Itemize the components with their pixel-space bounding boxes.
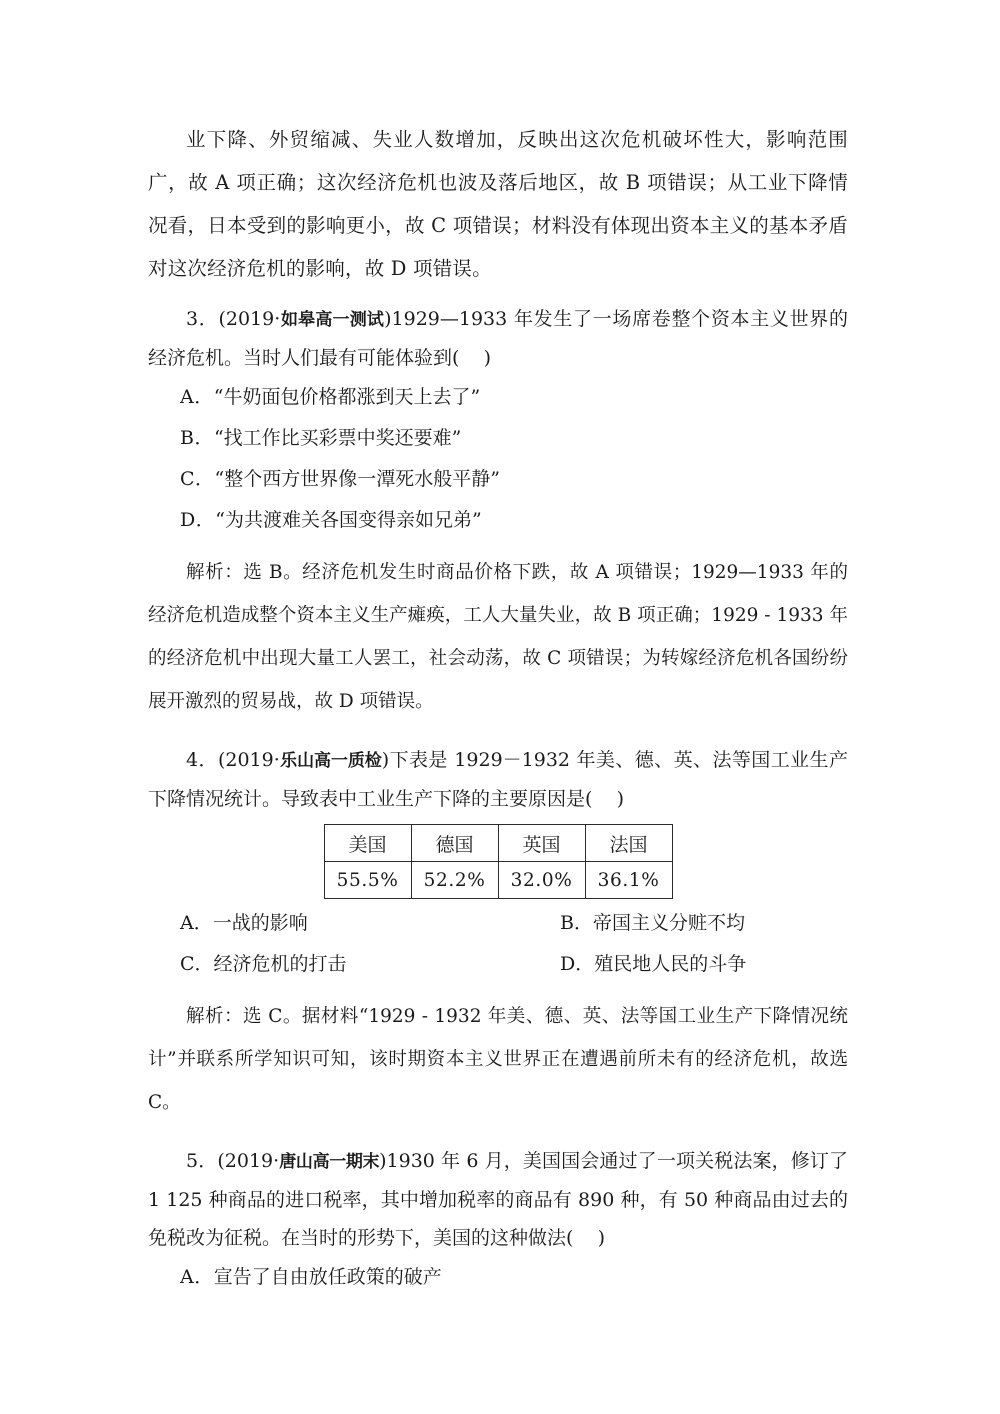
table-value-cell: 52.2%	[411, 862, 498, 899]
option-b-text: 帝国主义分赃不均	[592, 912, 745, 934]
question-4-options-row-1	[180, 903, 848, 944]
analysis-answer: 选 C。	[242, 1006, 302, 1027]
option-c-text: “整个西方世界像一潭死水般平静”	[214, 468, 500, 490]
option-a-label: A．	[180, 1266, 214, 1288]
option-d[interactable]	[560, 944, 848, 985]
analysis-text: 经济危机发生时商品价格下跌，故 A 项错误；1929—1933 年的经济危机造成整个资本主义生产瘫痪，工人大量失业，故 B 项正确；1929 - 1933 年的经济危机中出现大量工人罢工，社会动荡，故 C 项错误；为转嫁经济危机各国纷纷展开激烈的贸易战，故 D 项错误。	[148, 562, 848, 712]
table-row-values	[324, 862, 672, 899]
question-3-source-close: )	[384, 308, 392, 330]
question-5-options	[148, 1257, 848, 1298]
analysis-text: 据材料“1929 - 1932 年美、德、英、法等国工业生产下降情况统计”并联系所学知识可知，该时期资本主义世界正在遭遇前所未有的经济危机，故选 C。	[148, 1006, 848, 1113]
question-4-stem-text: 下表是 1929－1932 年美、德、英、法等国工业生产下降情况统计。导致表中工业生产下降的主要原因是(	[148, 749, 848, 810]
option-d-text: “为共渡难关各国变得亲如兄弟”	[215, 509, 482, 531]
analysis-label: 解析：	[186, 562, 244, 583]
option-c[interactable]	[180, 944, 560, 985]
option-d-label: D．	[180, 509, 216, 531]
option-a-label: A．	[180, 386, 214, 408]
question-4-stem-close: )	[616, 788, 625, 810]
question-3-stem	[148, 300, 848, 377]
option-b[interactable]	[148, 418, 848, 459]
question-4-stem	[148, 741, 848, 818]
question-4-analysis	[148, 995, 848, 1124]
question-4-options-row-2	[180, 944, 848, 985]
option-a-text: 一战的影响	[212, 912, 308, 934]
spacer	[148, 1124, 848, 1142]
question-5-stem-close: )	[597, 1227, 606, 1249]
table-value-cell: 36.1%	[585, 862, 672, 899]
question-3-stem-close: )	[483, 347, 492, 369]
question-5-number: 5．	[186, 1150, 218, 1172]
option-b-text: “找工作比买彩票中奖还要难”	[213, 427, 462, 449]
spacer	[148, 723, 848, 741]
analysis-label: 解析：	[186, 1006, 243, 1027]
option-d[interactable]	[148, 500, 848, 541]
option-a-label: A．	[180, 912, 213, 934]
explanation-continuation-paragraph: 业下降、外贸缩减、失业人数增加，反映出这次危机破坏性大，影响范围广，故 A 项正确；这次经济危机也波及落后地区，故 B 项错误；从工业下降情况看，日本受到的影响更小，故 C 项错误；材料没有体现出资本主义的基本矛盾对这次经济危机的影响，故 D 项错误。	[148, 128, 848, 280]
question-3-options	[148, 377, 848, 541]
question-4-source: 乐山高一质检	[279, 751, 382, 771]
statistics-table-wrapper	[148, 824, 848, 899]
spacer	[148, 290, 848, 300]
industrial-decline-table	[324, 824, 673, 899]
table-row-headers	[324, 825, 672, 862]
table-value-cell: 55.5%	[324, 862, 411, 899]
option-b-label: B．	[180, 427, 214, 449]
option-b-label: B．	[560, 912, 593, 934]
page-content	[148, 118, 848, 1298]
table-header-cell: 英国	[498, 825, 585, 862]
question-5-source-close: )	[379, 1150, 387, 1172]
option-a-text: “牛奶面包价格都涨到天上去了”	[213, 386, 481, 408]
question-3-source-open: (2019·	[218, 308, 281, 330]
question-5-source: 唐山高一期末	[279, 1152, 380, 1172]
table-header-cell: 法国	[585, 825, 672, 862]
question-3-source: 如皋高一测试	[280, 310, 385, 330]
question-3-number: 3．	[186, 308, 219, 330]
table-header-cell: 德国	[411, 825, 498, 862]
option-c-label: C．	[180, 953, 214, 975]
option-a[interactable]	[180, 903, 560, 944]
option-a-text: 宣告了自由放任政策的破产	[213, 1266, 442, 1288]
question-3-analysis	[148, 551, 848, 723]
question-5-source-open: (2019·	[217, 1150, 280, 1172]
option-c-text: 经济危机的打击	[213, 953, 347, 975]
option-c[interactable]	[148, 459, 848, 500]
option-d-text: 殖民地人民的斗争	[594, 953, 747, 975]
option-c-label: C．	[180, 468, 215, 490]
option-a[interactable]	[148, 377, 848, 418]
question-5-stem-text: 1930 年 6 月，美国国会通过了一项关税法案，修订了 1 125 种商品的进口税率，其中增加税率的商品有 890 种，有 50 种商品由过去的免税改为征税。在当时的形势下，美国的这种做法(	[148, 1150, 849, 1249]
table-header-cell: 美国	[324, 825, 411, 862]
question-5-stem	[148, 1142, 848, 1257]
analysis-answer: 选 B。	[243, 562, 303, 583]
question-4-source-close: )	[381, 749, 390, 771]
spacer	[148, 985, 848, 995]
option-d-label: D．	[560, 953, 595, 975]
option-b[interactable]	[560, 903, 848, 944]
question-4-options	[148, 903, 848, 985]
question-4-number: 4．	[186, 749, 218, 771]
question-3-stem-text: 1929—1933 年发生了一场席卷整个资本主义世界的经济危机。当时人们最有可能体验到(	[148, 308, 848, 369]
question-4-source-open: (2019·	[217, 749, 280, 771]
table-value-cell: 32.0%	[498, 862, 585, 899]
option-a[interactable]	[148, 1257, 848, 1298]
spacer	[148, 541, 848, 551]
